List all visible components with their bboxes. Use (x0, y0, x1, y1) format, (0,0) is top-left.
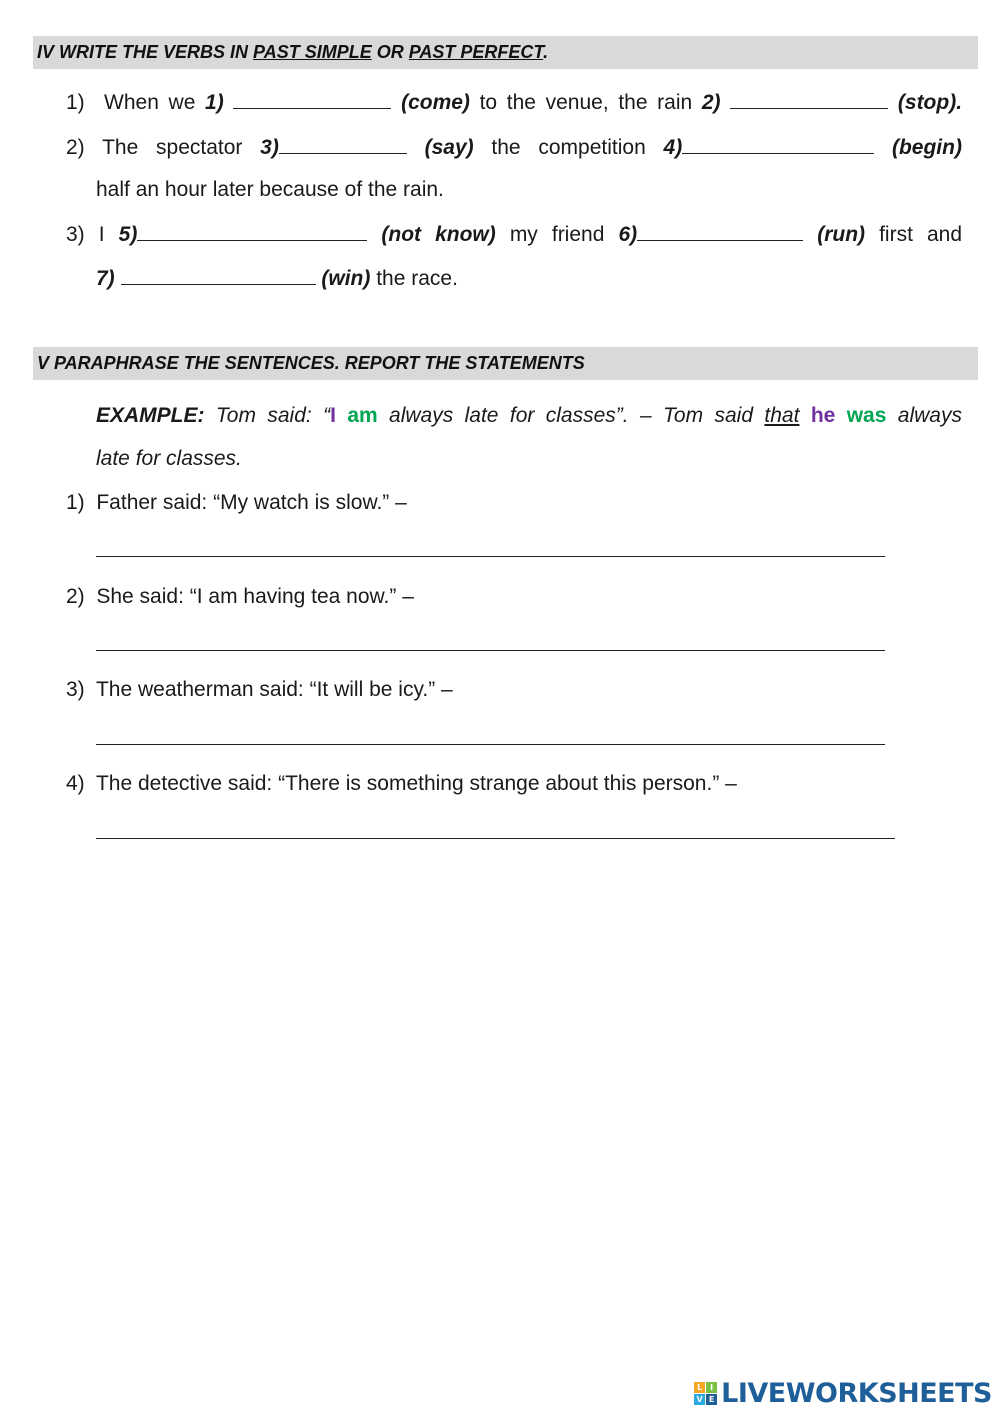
section-4-title-past-perfect: PAST PERFECT (408, 42, 544, 62)
logo-text: LIVEWORKSHEETS (721, 1377, 992, 1409)
paraphrase-item-4 (66, 770, 737, 798)
answer-blank-7[interactable] (121, 264, 316, 285)
question-text: to the venue, the rain (469, 91, 702, 114)
blank-number: 5) (118, 223, 138, 246)
paraphrase-item-1 (66, 489, 407, 517)
example-text: Tom said: “ (204, 404, 331, 427)
item-text: Father said: “My watch is slow.” – (96, 491, 407, 514)
verb-hint: (begin) (891, 136, 962, 159)
example-text: always late for classes”. – Tom said (377, 404, 765, 427)
answer-line-1[interactable] (96, 556, 885, 557)
example-text: always (886, 404, 962, 427)
question-text: I (98, 223, 119, 246)
question-text: When we (104, 91, 206, 114)
question-text: The spectator (102, 136, 261, 159)
verb-hint: (come) (401, 91, 470, 114)
answer-blank-3[interactable] (279, 133, 407, 154)
question-1-line (66, 88, 962, 117)
section-5-header: V PARAPHRASE THE SENTENCES. REPORT THE STATEMENTS (33, 347, 978, 380)
item-text: The weatherman said: “It will be icy.” – (95, 678, 453, 701)
section-4-title-end: . (543, 42, 549, 62)
item-number: 2) (66, 585, 85, 608)
section-4-header (33, 36, 978, 69)
answer-line-2[interactable] (96, 650, 885, 651)
paraphrase-item-2 (66, 583, 414, 611)
answer-line-4[interactable] (96, 838, 895, 839)
section-4-title-mid: OR (371, 42, 409, 62)
logo-letter: I (706, 1382, 717, 1393)
logo-letter: V (694, 1394, 705, 1405)
answer-blank-2[interactable] (730, 88, 888, 109)
answer-blank-6[interactable] (637, 220, 803, 241)
logo-letter: E (706, 1394, 717, 1405)
example-verb-reported: was (846, 404, 887, 427)
logo-mark-icon (694, 1382, 717, 1405)
item-number: 4) (66, 772, 85, 795)
item-text: The detective said: “There is something strange about this person.” – (95, 772, 737, 795)
blank-number: 7) (96, 267, 115, 290)
question-number: 1) (66, 91, 85, 114)
blank-number: 2) (701, 91, 721, 114)
question-2-line (66, 133, 962, 162)
example-pronoun-reported: he (810, 404, 836, 427)
blank-number: 3) (260, 136, 279, 159)
item-text: She said: “I am having tea now.” – (96, 585, 414, 608)
blank-number: 6) (618, 223, 638, 246)
answer-blank-1[interactable] (233, 88, 391, 109)
liveworksheets-logo[interactable] (694, 1379, 992, 1407)
verb-hint: (stop). (897, 91, 963, 114)
verb-hint: (run) (817, 223, 866, 246)
answer-blank-4[interactable] (682, 133, 874, 154)
example-line (96, 402, 962, 430)
section-4-title-past-simple: PAST SIMPLE (253, 42, 372, 62)
section-4-title-prefix: IV WRITE THE VERBS IN (37, 42, 254, 62)
example-continuation: late for classes. (96, 447, 242, 470)
example-label: EXAMPLE: (96, 404, 205, 427)
question-text: the race. (370, 267, 458, 290)
blank-number: 1) (205, 91, 224, 114)
example-that: that (764, 404, 800, 427)
verb-hint: (win) (321, 267, 371, 290)
answer-line-3[interactable] (96, 744, 885, 745)
item-number: 3) (66, 678, 85, 701)
example-pronoun-original: I (330, 404, 336, 427)
question-3-continuation (96, 264, 458, 293)
question-text: my friend (509, 223, 619, 246)
logo-letter: L (694, 1382, 705, 1393)
question-text: the competition (491, 136, 664, 159)
answer-blank-5[interactable] (137, 220, 367, 241)
question-text: first and (865, 223, 962, 246)
verb-hint: (not know) (381, 223, 496, 246)
example-verb-original: am (347, 404, 378, 427)
question-3-line (66, 220, 962, 249)
item-number: 1) (66, 491, 85, 514)
question-2-continuation: half an hour later because of the rain. (96, 178, 444, 201)
question-number: 2) (66, 136, 85, 159)
blank-number: 4) (663, 136, 683, 159)
verb-hint: (say) (424, 136, 474, 159)
question-number: 3) (66, 223, 85, 246)
paraphrase-item-3 (66, 676, 453, 704)
